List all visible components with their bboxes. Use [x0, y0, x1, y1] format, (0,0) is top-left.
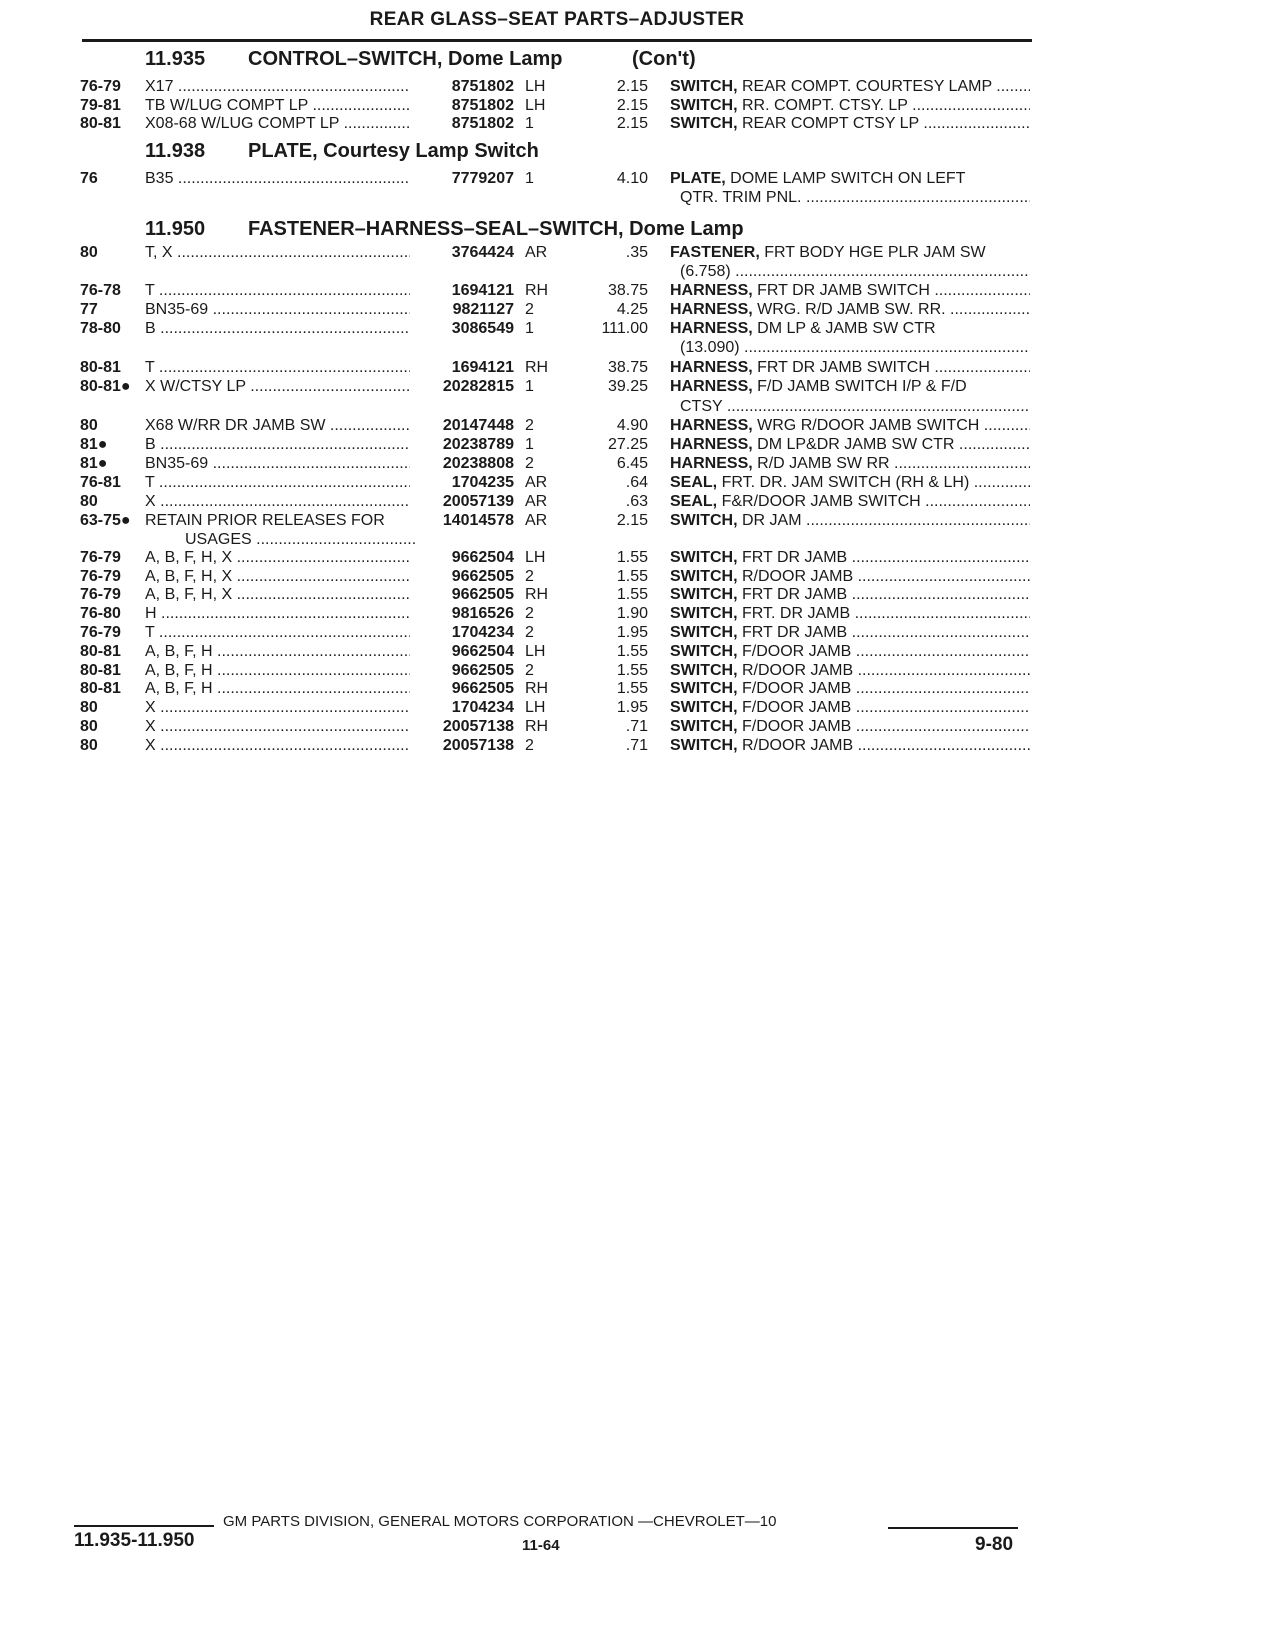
model-year: 76-79	[80, 78, 121, 95]
description-keyword: SWITCH,	[670, 78, 738, 95]
description-keyword: HARNESS,	[670, 378, 753, 395]
part-description	[670, 568, 1030, 586]
model-year: 76	[80, 170, 98, 187]
parts-row	[0, 301, 1280, 320]
description-keyword: SWITCH,	[670, 718, 738, 735]
description-keyword: FASTENER,	[670, 244, 760, 261]
parts-row	[0, 474, 1280, 493]
parts-row	[0, 605, 1280, 624]
description-text: FRT DR JAMB SWITCH	[757, 282, 930, 299]
quantity: AR	[525, 512, 548, 529]
parts-row	[0, 737, 1280, 756]
model-year: 80-81●	[80, 378, 131, 395]
model-year: 80	[80, 718, 98, 735]
description-keyword: HARNESS,	[670, 282, 753, 299]
model-usage: RETAIN PRIOR RELEASES FOR	[145, 512, 385, 529]
quantity: 2	[525, 455, 534, 472]
part-description	[670, 549, 1030, 567]
description-text: FRT DR JAMB	[742, 549, 848, 566]
part-number: 9662504	[451, 643, 514, 660]
model-usage-continuation: USAGES .....	[185, 531, 415, 550]
section-continuation: (Con't)	[632, 48, 696, 70]
parts-row	[0, 586, 1280, 605]
section-title: PLATE, Courtesy Lamp Switch	[248, 140, 539, 162]
footer-page-number: 11-64	[522, 1537, 560, 1554]
model-year: 80-81	[80, 662, 121, 679]
description-keyword: SWITCH,	[670, 605, 738, 622]
parts-row	[0, 378, 1280, 397]
parts-row	[0, 549, 1280, 568]
description-keyword: SWITCH,	[670, 549, 738, 566]
part-description	[670, 115, 1030, 133]
part-number: 1694121	[451, 282, 514, 299]
model-year: 77	[80, 301, 98, 318]
model-usage: A, B, F, H, X .....	[145, 568, 410, 586]
model-year: 76-79	[80, 624, 121, 641]
description-text: DR JAM	[742, 512, 802, 529]
quantity: 2	[525, 605, 534, 622]
part-description	[670, 699, 1030, 717]
model-year: 76-81	[80, 474, 121, 491]
parts-row	[0, 568, 1280, 587]
list-price: 1.90	[616, 605, 648, 622]
model-year: 80	[80, 493, 98, 510]
part-description	[670, 718, 1030, 736]
list-price: 2.15	[616, 78, 648, 95]
parts-row	[0, 493, 1280, 512]
list-price: 2.15	[616, 115, 648, 132]
part-description	[670, 662, 1030, 680]
part-description	[670, 586, 1030, 604]
part-number: 8751802	[451, 97, 514, 114]
quantity: 2	[525, 662, 534, 679]
quantity: 1	[525, 170, 534, 187]
parts-row	[0, 680, 1280, 699]
list-price: .35	[625, 244, 648, 261]
description-keyword: SWITCH,	[670, 97, 738, 114]
description-continuation: CTSY .....	[680, 398, 1030, 417]
description-keyword: SWITCH,	[670, 512, 738, 529]
parts-row	[0, 78, 1280, 97]
part-description	[670, 605, 1030, 623]
parts-row	[0, 244, 1280, 263]
part-number: 8751802	[451, 115, 514, 132]
model-usage: X08-68 W/LUG COMPT LP .....	[145, 115, 410, 133]
part-description	[670, 436, 1030, 454]
description-keyword: HARNESS,	[670, 301, 753, 318]
description-text: FRT DR JAMB	[742, 624, 848, 641]
description-text: R/DOOR JAMB	[742, 737, 854, 754]
part-description	[670, 455, 1030, 473]
description-text: DOME LAMP SWITCH ON LEFT	[730, 170, 966, 187]
description-text: RR. COMPT. CTSY. LP	[742, 97, 908, 114]
description-text: DM LP & JAMB SW CTR	[757, 320, 936, 337]
part-number: 9662505	[451, 662, 514, 679]
section-title: CONTROL–SWITCH, Dome Lamp	[248, 48, 563, 70]
quantity: LH	[525, 97, 546, 114]
list-price: 1.55	[616, 586, 648, 603]
part-number: 1704234	[451, 699, 514, 716]
model-usage: B .....	[145, 320, 410, 338]
description-text: R/DOOR JAMB	[742, 662, 854, 679]
description-keyword: HARNESS,	[670, 455, 753, 472]
model-usage: T, X .....	[145, 244, 410, 262]
part-number: 3764424	[451, 244, 514, 261]
parts-row	[0, 455, 1280, 474]
quantity: RH	[525, 359, 549, 376]
description-text: REAR COMPT. COURTESY LAMP	[742, 78, 992, 95]
description-keyword: SWITCH,	[670, 568, 738, 585]
model-year: 80	[80, 737, 98, 754]
description-text: F/DOOR JAMB	[742, 680, 852, 697]
model-usage: A, B, F, H .....	[145, 662, 410, 680]
model-year: 81●	[80, 455, 108, 472]
model-year: 80	[80, 417, 98, 434]
quantity: 1	[525, 436, 534, 453]
description-keyword: HARNESS,	[670, 417, 753, 434]
list-price: 4.90	[616, 417, 648, 434]
section-heading	[0, 140, 1280, 164]
quantity: LH	[525, 643, 546, 660]
model-usage: X W/CTSY LP .....	[145, 378, 410, 396]
part-description	[670, 474, 1030, 492]
list-price: 2.15	[616, 512, 648, 529]
list-price: 1.55	[616, 568, 648, 585]
description-keyword: SWITCH,	[670, 115, 738, 132]
model-usage: A, B, F, H .....	[145, 643, 410, 661]
section-number: 11.950	[145, 218, 206, 240]
list-price: 38.75	[607, 359, 648, 376]
model-usage: X .....	[145, 699, 410, 717]
description-text: F&R/DOOR JAMB SWITCH	[721, 493, 921, 510]
part-number: 14014578	[442, 512, 514, 529]
description-text: FRT. DR JAMB	[742, 605, 851, 622]
part-description	[670, 359, 1030, 377]
footer-group-range: 11.935-11.950	[74, 1530, 195, 1551]
list-price: 1.55	[616, 680, 648, 697]
part-description	[670, 680, 1030, 698]
part-number: 1694121	[451, 359, 514, 376]
description-text: R/DOOR JAMB	[742, 568, 854, 585]
page-title: REAR GLASS–SEAT PARTS–ADJUSTER	[369, 9, 745, 30]
parts-row	[0, 417, 1280, 436]
quantity: 2	[525, 301, 534, 318]
quantity: 2	[525, 568, 534, 585]
model-usage: X .....	[145, 718, 410, 736]
model-year: 81●	[80, 436, 108, 453]
part-description	[670, 512, 1030, 530]
section-number: 11.935	[145, 48, 206, 70]
quantity: RH	[525, 718, 549, 735]
description-keyword: SWITCH,	[670, 624, 738, 641]
model-year: 80	[80, 699, 98, 716]
quantity: 1	[525, 320, 534, 337]
part-description	[670, 624, 1030, 642]
part-number: 1704235	[451, 474, 514, 491]
model-usage: T .....	[145, 624, 410, 642]
list-price: 1.55	[616, 643, 648, 660]
model-usage: BN35-69 .....	[145, 455, 410, 473]
list-price: 6.45	[616, 455, 648, 472]
part-description	[670, 493, 1030, 511]
quantity: RH	[525, 680, 549, 697]
parts-row	[0, 624, 1280, 643]
list-price: 1.95	[616, 699, 648, 716]
model-usage: B35 .....	[145, 170, 410, 188]
quantity: AR	[525, 493, 548, 510]
parts-row	[0, 662, 1280, 681]
quantity: RH	[525, 282, 549, 299]
section-heading	[0, 48, 1280, 72]
parts-row	[0, 359, 1280, 378]
model-year: 76-80	[80, 605, 121, 622]
quantity: 1	[525, 378, 534, 395]
model-usage: X .....	[145, 737, 410, 755]
model-usage: A, B, F, H .....	[145, 680, 410, 698]
model-year: 76-79	[80, 568, 121, 585]
description-text: DM LP&DR JAMB SW CTR	[757, 436, 955, 453]
parts-row	[0, 115, 1280, 134]
quantity: 2	[525, 417, 534, 434]
description-keyword: HARNESS,	[670, 359, 753, 376]
part-number: 20238808	[442, 455, 514, 472]
section-number: 11.938	[145, 140, 206, 162]
header-rule	[82, 39, 1032, 42]
part-description	[670, 737, 1030, 755]
part-number: 9816526	[451, 605, 514, 622]
model-usage: T .....	[145, 474, 410, 492]
part-description	[670, 97, 1030, 115]
model-usage: A, B, F, H, X .....	[145, 586, 410, 604]
part-description	[670, 378, 1030, 396]
model-year: 78-80	[80, 320, 121, 337]
parts-row	[0, 512, 1280, 531]
description-keyword: SWITCH,	[670, 737, 738, 754]
description-text: F/D JAMB SWITCH I/P & F/D	[757, 378, 967, 395]
model-year: 80-81	[80, 680, 121, 697]
parts-row	[0, 320, 1280, 339]
description-keyword: SWITCH,	[670, 586, 738, 603]
footer-publisher: GM PARTS DIVISION, GENERAL MOTORS CORPORATION —CHEVROLET—10	[223, 1513, 777, 1530]
model-year: 80	[80, 244, 98, 261]
model-usage: B .....	[145, 436, 410, 454]
model-year: 80-81	[80, 115, 121, 132]
quantity: 2	[525, 737, 534, 754]
model-usage: X68 W/RR DR JAMB SW .....	[145, 417, 410, 435]
part-description	[670, 78, 1030, 96]
quantity: LH	[525, 699, 546, 716]
list-price: 39.25	[607, 378, 648, 395]
list-price: .63	[625, 493, 648, 510]
part-number: 9821127	[452, 301, 514, 318]
part-number: 9662505	[451, 586, 514, 603]
model-year: 76-79	[80, 549, 121, 566]
model-usage: T .....	[145, 359, 410, 377]
footer-rule-right	[888, 1527, 1018, 1529]
model-year: 63-75●	[80, 512, 131, 529]
description-keyword: SWITCH,	[670, 699, 738, 716]
parts-row	[0, 699, 1280, 718]
part-number: 3086549	[451, 320, 514, 337]
part-number: 9662504	[451, 549, 514, 566]
model-year: 79-81	[80, 97, 121, 114]
list-price: 38.75	[607, 282, 648, 299]
description-continuation: (6.758) .....	[680, 263, 1030, 282]
list-price: 1.55	[616, 549, 648, 566]
list-price: 4.25	[616, 301, 648, 318]
description-keyword: SWITCH,	[670, 662, 738, 679]
description-text: FRT DR JAMB	[742, 586, 848, 603]
description-text: FRT DR JAMB SWITCH	[757, 359, 930, 376]
model-usage: A, B, F, H, X .....	[145, 549, 410, 567]
description-text: F/DOOR JAMB	[742, 643, 852, 660]
list-price: .71	[625, 737, 648, 754]
quantity: 2	[525, 624, 534, 641]
description-text: F/DOOR JAMB	[742, 699, 852, 716]
part-number: 1704234	[451, 624, 514, 641]
model-usage: BN35-69 .....	[145, 301, 410, 319]
list-price: 4.10	[616, 170, 648, 187]
model-usage: T .....	[145, 282, 410, 300]
list-price: .71	[625, 718, 648, 735]
list-price: .64	[625, 474, 648, 491]
part-number: 20147448	[442, 417, 514, 434]
part-description	[670, 170, 1030, 188]
description-text: REAR COMPT CTSY LP	[742, 115, 919, 132]
list-price: 27.25	[607, 436, 648, 453]
list-price: 1.55	[616, 662, 648, 679]
model-year: 76-79	[80, 586, 121, 603]
part-number: 9662505	[451, 568, 514, 585]
part-description	[670, 282, 1030, 300]
parts-row	[0, 643, 1280, 662]
section-title: FASTENER–HARNESS–SEAL–SWITCH, Dome Lamp	[248, 218, 744, 240]
model-usage: X .....	[145, 493, 410, 511]
description-text: FRT BODY HGE PLR JAM SW	[764, 244, 986, 261]
parts-row	[0, 718, 1280, 737]
part-description	[670, 417, 1030, 435]
description-text: WRG. R/D JAMB SW. RR.	[757, 301, 946, 318]
part-description	[670, 301, 1030, 319]
footer-date: 9-80	[975, 1534, 1014, 1555]
part-description	[670, 643, 1030, 661]
part-description	[670, 320, 1030, 338]
quantity: LH	[525, 78, 546, 95]
list-price: 1.95	[616, 624, 648, 641]
description-keyword: SEAL,	[670, 474, 718, 491]
part-number: 20057138	[442, 737, 514, 754]
model-year: 80-81	[80, 643, 121, 660]
quantity: LH	[525, 549, 546, 566]
description-keyword: HARNESS,	[670, 320, 753, 337]
description-keyword: PLATE,	[670, 170, 726, 187]
footer-rule-left	[74, 1525, 214, 1527]
list-price: 111.00	[601, 320, 648, 337]
description-keyword: SEAL,	[670, 493, 718, 510]
description-keyword: SWITCH,	[670, 643, 738, 660]
part-number: 7779207	[451, 170, 514, 187]
description-text: F/DOOR JAMB	[742, 718, 852, 735]
model-year: 80-81	[80, 359, 121, 376]
part-number: 20057138	[442, 718, 514, 735]
parts-row	[0, 282, 1280, 301]
model-usage: X17 .....	[145, 78, 410, 96]
parts-row	[0, 170, 1280, 189]
part-number: 20057139	[442, 493, 514, 510]
description-text: WRG R/DOOR JAMB SWITCH	[757, 417, 980, 434]
list-price: 2.15	[616, 97, 648, 114]
description-continuation: (13.090) .....	[680, 339, 1030, 358]
description-text: R/D JAMB SW RR	[757, 455, 890, 472]
part-number: 20238789	[442, 436, 514, 453]
section-heading	[0, 218, 1280, 242]
model-usage: TB W/LUG COMPT LP .....	[145, 97, 410, 115]
description-keyword: HARNESS,	[670, 436, 753, 453]
parts-row	[0, 97, 1280, 116]
description-continuation: QTR. TRIM PNL. .....	[680, 189, 1030, 208]
quantity: 1	[525, 115, 534, 132]
quantity: AR	[525, 474, 548, 491]
description-text: FRT. DR. JAM SWITCH (RH & LH)	[721, 474, 970, 491]
parts-row	[0, 436, 1280, 455]
part-number: 9662505	[451, 680, 514, 697]
model-usage: H .....	[145, 605, 410, 623]
part-number: 8751802	[451, 78, 514, 95]
model-year: 76-78	[80, 282, 121, 299]
quantity: RH	[525, 586, 549, 603]
description-keyword: SWITCH,	[670, 680, 738, 697]
part-number: 20282815	[442, 378, 514, 395]
part-description	[670, 244, 1030, 262]
quantity: AR	[525, 244, 548, 261]
